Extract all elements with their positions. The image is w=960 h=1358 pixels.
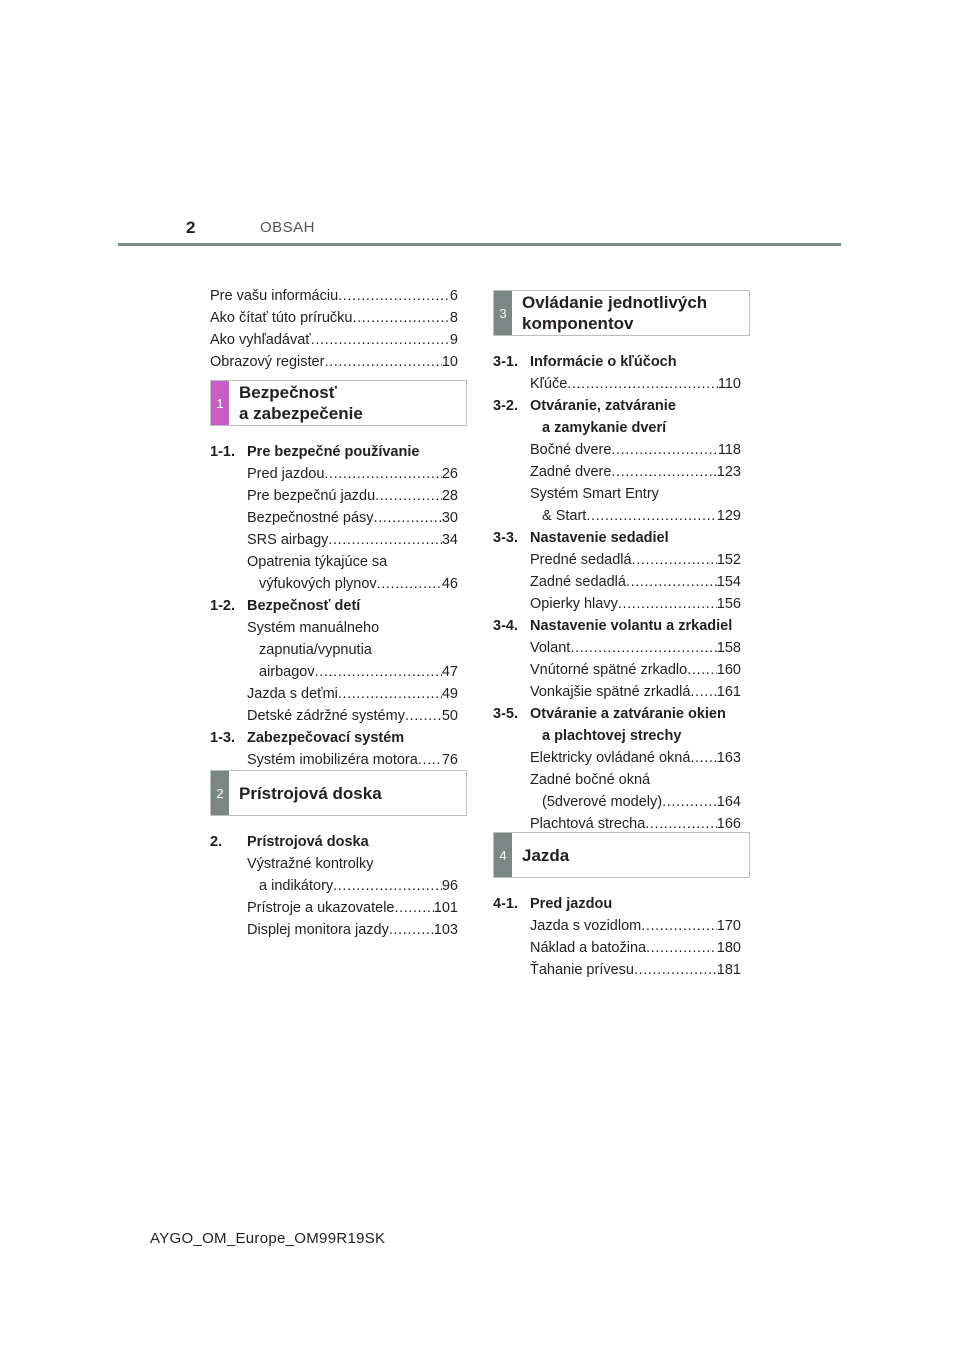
toc-entry[interactable]: Ťahanie prívesu ..... 181 — [530, 959, 741, 981]
toc-entry[interactable]: SRS airbagy ..... 34 — [247, 529, 458, 551]
chapter-1-tab: 1 — [211, 381, 229, 425]
toc-entry[interactable]: Pre bezpečnú jazdu ..... 28 — [247, 485, 458, 507]
chapter-2-title: Prístrojová doska — [239, 783, 382, 803]
section-heading: 3-2. Otváranie, zatváranie — [493, 398, 676, 414]
toc-entry[interactable]: Zadné dvere ..... 123 — [530, 461, 741, 483]
page-title: OBSAH — [260, 219, 316, 236]
section-heading: 3-3. Nastavenie sedadiel — [493, 530, 669, 546]
chapter-3-band[interactable] — [493, 290, 750, 336]
toc-entry[interactable]: Jazda s vozidlom ..... 170 — [530, 915, 741, 937]
toc-entry[interactable]: Pred jazdou ..... 26 — [247, 463, 458, 485]
toc-entry[interactable]: Plachtová strecha ..... 166 — [530, 813, 741, 835]
toc-entry[interactable]: Predné sedadlá ..... 152 — [530, 549, 741, 571]
page-number: 2 — [186, 218, 196, 237]
toc-entry[interactable]: Zadné bočné okná (5dverové modely) ..... 164 — [530, 769, 741, 813]
toc-left-column — [210, 285, 458, 373]
section-heading: 1-1. Pre bezpečné používanie — [210, 444, 420, 460]
chapter-4-title: Jazda — [522, 845, 570, 865]
chapter-3-tab: 3 — [494, 291, 512, 335]
toc-entry[interactable]: Systém manuálneho zapnutia/vypnutia airbagov ..... 47 — [247, 617, 458, 683]
chapter-2-tab: 2 — [211, 771, 229, 815]
chapter-4-list — [493, 893, 741, 981]
toc-entry[interactable]: Prístroje a ukazovatele ..... 101 — [247, 897, 458, 919]
section-heading: 1-2. Bezpečnosť detí — [210, 598, 361, 614]
section-heading: 1-3. Zabezpečovací systém — [210, 730, 405, 746]
chapter-1-title: Bezpečnosť a zabezpečenie — [239, 383, 363, 423]
toc-entry[interactable]: Bezpečnostné pásy ..... 30 — [247, 507, 458, 529]
chapter-1-list — [210, 441, 458, 771]
toc-entry[interactable]: Vonkajšie spätné zrkadlá ..... 161 — [530, 681, 741, 703]
toc-entry[interactable]: Ako čítať túto príručku ..... 8 — [210, 307, 458, 329]
section-heading: 3-4. Nastavenie volantu a zrkadiel — [493, 618, 733, 634]
toc-entry[interactable]: Jazda s deťmi ..... 49 — [247, 683, 458, 705]
toc-entry[interactable]: Displej monitora jazdy ..... 103 — [247, 919, 458, 941]
toc-entry[interactable]: Náklad a batožina ..... 180 — [530, 937, 741, 959]
section-heading-cont: a plachtovej strechy — [542, 728, 682, 744]
chapter-1-band[interactable] — [210, 380, 467, 426]
chapter-2-band[interactable] — [210, 770, 467, 816]
toc-entry[interactable]: Systém imobilizéra motora ..... 76 — [247, 749, 458, 771]
toc-entry[interactable]: Opierky hlavy ..... 156 — [530, 593, 741, 615]
section-heading-cont: a zamykanie dverí — [542, 420, 667, 436]
toc-entry[interactable]: Ako vyhľadávať ..... 9 — [210, 329, 458, 351]
toc-entry[interactable]: Volant ..... 158 — [530, 637, 741, 659]
section-heading: 2. Prístrojová doska — [210, 834, 369, 850]
toc-entry[interactable]: Vnútorné spätné zrkadlo ..... 160 — [530, 659, 741, 681]
toc-entry[interactable]: Obrazový register ..... 10 — [210, 351, 458, 373]
section-heading: 3-5. Otváranie a zatváranie okien — [493, 706, 726, 722]
toc-entry[interactable]: Detské zádržné systémy ..... 50 — [247, 705, 458, 727]
chapter-4-band[interactable] — [493, 832, 750, 878]
document-code: AYGO_OM_Europe_OM99R19SK — [150, 1230, 386, 1247]
toc-entry[interactable]: Výstražné kontrolky a indikátory ..... 96 — [247, 853, 458, 897]
chapter-2-list — [210, 831, 458, 941]
toc-entry[interactable]: Kľúče ..... 110 — [530, 373, 741, 395]
header-rule — [118, 243, 841, 246]
intro-list — [210, 285, 458, 373]
toc-entry[interactable]: Pre vašu informáciu ..... 6 — [210, 285, 458, 307]
chapter-3-list — [493, 351, 741, 835]
toc-entry[interactable]: Opatrenia týkajúce sa výfukových plynov ..... 46 — [247, 551, 458, 595]
toc-entry[interactable]: Systém Smart Entry & Start ..... 129 — [530, 483, 741, 527]
chapter-4-tab: 4 — [494, 833, 512, 877]
toc-entry[interactable]: Bočné dvere ..... 118 — [530, 439, 741, 461]
chapter-3-title: Ovládanie jednotlivých komponentov — [522, 293, 708, 333]
toc-entry[interactable]: Zadné sedadlá ..... 154 — [530, 571, 741, 593]
section-heading: 4-1. Pred jazdou — [493, 896, 613, 912]
toc-entry[interactable]: Elektricky ovládané okná ..... 163 — [530, 747, 741, 769]
section-heading: 3-1. Informácie o kľúčoch — [493, 354, 677, 370]
